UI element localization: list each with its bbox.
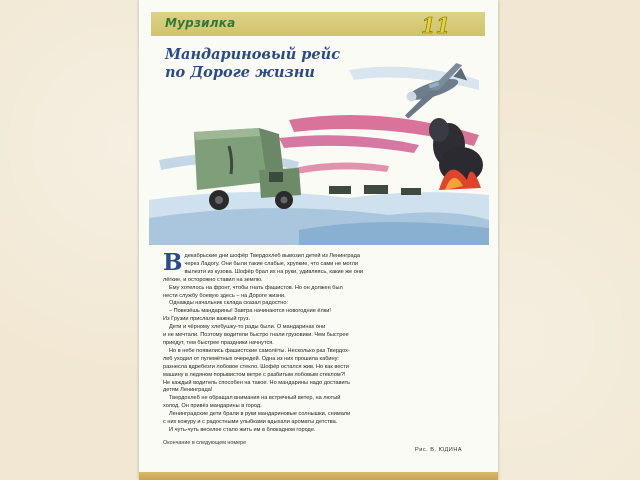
article-line: леб уходил от пулемётных очередей. Одна из них прошила кабину: <box>163 355 339 362</box>
illustration-credit: Рис. В. ЮДИНА <box>415 447 463 453</box>
article-line: вылезти из кузова. Шофёр брал их на руки, удивляясь, какие же они <box>184 268 364 275</box>
drop-cap: В <box>163 249 183 276</box>
article-line: Ему хотелось на фронт, чтобы гнать фашистов. Но он должен был <box>169 284 343 291</box>
article-line: Не каждый водитель способен на такое. Но мандарины надо доставить <box>163 379 351 386</box>
article-line: декабрьские дни шофёр Твердохлеб вывозил детей из Ленинграда <box>184 253 361 259</box>
article-line: Из Грузии прислали важный груз. <box>163 316 251 323</box>
magazine-name: Мурзилка <box>165 16 236 30</box>
article-line: нести службу боевую здесь – на Дороге жизни. <box>163 292 286 299</box>
article-line: Однажды начальник склада сказал радостно: <box>169 300 288 307</box>
article-line: – Повезёшь мандарины! Завтра начинаются новогодние ёлки! <box>169 308 331 315</box>
article-line: Но в небе появились фашистские самолёты. Несколько раз Твердох- <box>169 347 350 354</box>
article-line: через Ладогу. Они были такие слабые, хрупкие, что сами не могли <box>184 260 358 267</box>
article-line: лёгкие, и осторожно ставил на землю. <box>163 276 263 283</box>
article-title <box>165 46 365 82</box>
magazine-page <box>139 0 498 480</box>
article-line: разнесла вдребезги лобовое стекло. Шофёр остался жив. Но как вести <box>163 363 349 370</box>
article-line: Твердохлеб не обращал внимания на встречный ветер, на лютый <box>169 395 341 402</box>
article-line: И чуть-чуть веселее стало жить им в блокадном городе. <box>169 426 316 433</box>
article-body <box>163 249 481 435</box>
article-line: Ленинградские дети брали в руки мандариновые солнышки, снимали <box>169 411 351 418</box>
article-line: приедут, тем быстрее праздники начнутся. <box>163 339 274 346</box>
article-line: и не мечтали. Поэтому водители быстро гнали грузовики. Чем быстрее <box>163 332 349 339</box>
article-line: холод. Он привёз мандарины в город. <box>163 403 262 410</box>
article-line: машину в ледяном порывистом ветре с разбитым лобовым стеклом?! <box>163 371 346 378</box>
title-line-1: Мандариновый рейс <box>165 46 341 63</box>
article-line: с них кожуру и с радостными улыбками вдыхали ароматы детства. <box>163 419 338 426</box>
continuation-note: Окончание в следующем номере <box>163 440 247 446</box>
title-line-2: по Дороге жизни <box>165 64 315 81</box>
article-line: Дети и чёрному хлебушку-то рады были. О мандаринах они <box>169 324 326 331</box>
page-number: 11 <box>421 13 451 38</box>
article-line: детям Ленинграда! <box>163 387 213 394</box>
